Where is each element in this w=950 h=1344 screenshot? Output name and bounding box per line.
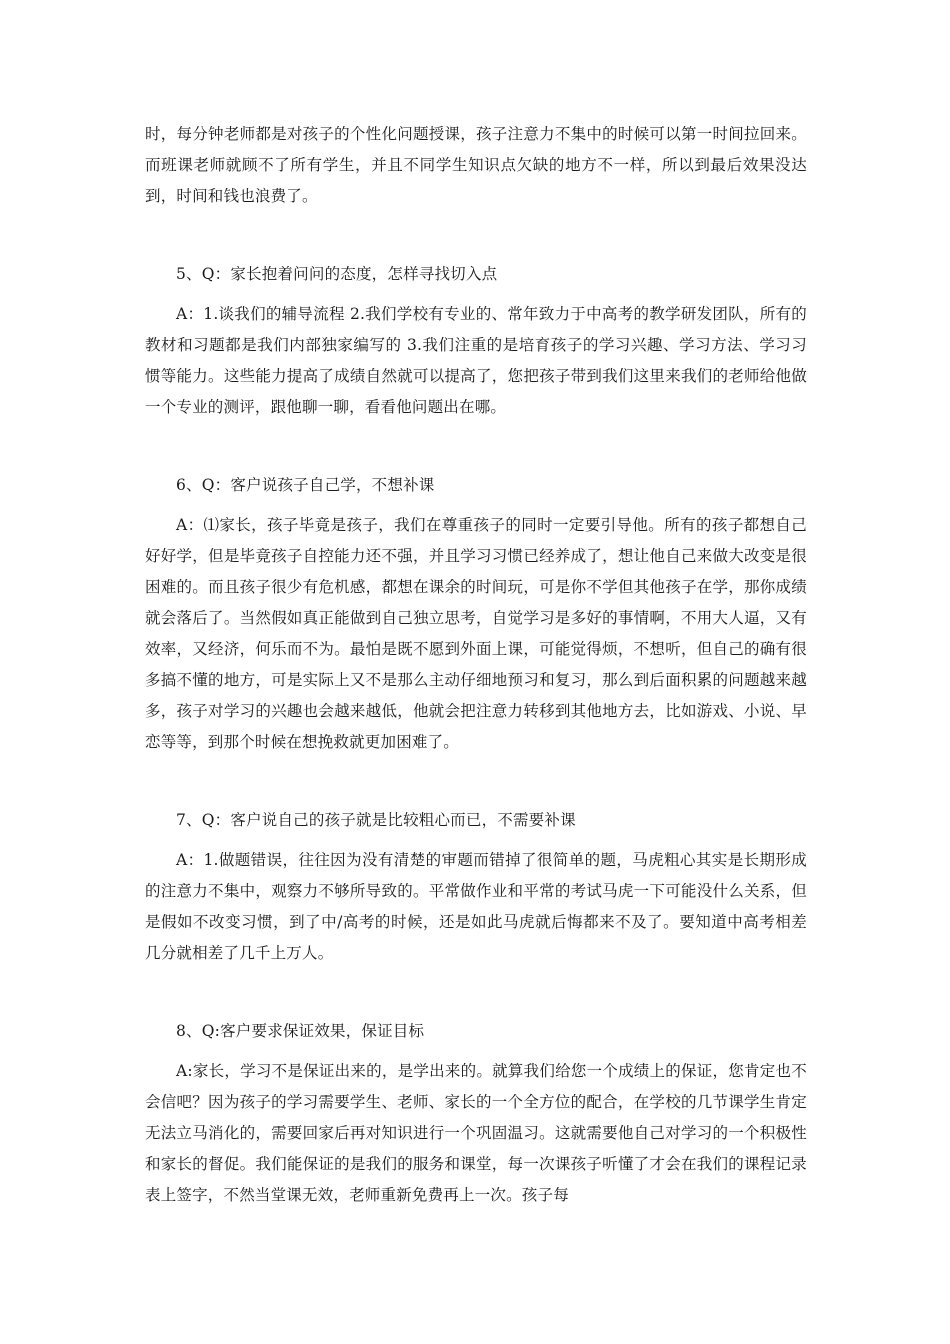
answer-5: A：1.谈我们的辅导流程 2.我们学校有专业的、常年致力于中高考的教学研发团队，所有的教材和习题都是我们内部独家编写的 3.我们注重的是培育孩子的学习兴趣、学习方法、学习习惯等能力。这些能力提高了成绩自然就可以提高了，您把孩子带到我们这里来我们的老师给他做一个专业的测评，跟他聊一聊，看看他问题出在哪。 bbox=[145, 305, 807, 416]
answer-4-continuation: 时，每分钟老师都是对孩子的个性化问题授课，孩子注意力不集中的时候可以第一时间拉回来。而班课老师就顾不了所有学生，并且不同学生知识点欠缺的地方不一样，所以到最后效果没达到，时间和钱也浪费了。 bbox=[145, 125, 807, 205]
answer-8: A:家长，学习不是保证出来的，是学出来的。就算我们给您一个成绩上的保证，您肯定也不会信吧？因为孩子的学习需要学生、老师、家长的一个全方位的配合，在学校的几节课学生肯定无法立马消化的，需要回家后再对知识进行一个巩固温习。这就需要他自己对学习的一个积极性和家长的督促。我们能保证的是我们的服务和课堂，每一次课孩子听懂了才会在我们的课程记录表上签字，不然当堂课无效，老师重新免费再上一次。孩子每 bbox=[145, 1062, 807, 1204]
answer-6: A：⑴家长，孩子毕竟是孩子，我们在尊重孩子的同时一定要引导他。所有的孩子都想自己好好学，但是毕竟孩子自控能力还不强，并且学习习惯已经养成了，想让他自己来做大改变是很困难的。而且孩子很少有危机感，都想在课余的时间玩，可是你不学但其他孩子在学，那你成绩就会落后了。当然假如真正能做到自己独立思考，自觉学习是多好的事情啊，不用大人逼，又有效率，又经济，何乐而不为。最怕是既不愿到外面上课，可能觉得烦，不想听，但自己的确有很多搞不懂的地方，可是实际上又不是那么主动仔细地预习和复习，那么到后面积累的问题越来越多，孩子对学习的兴趣也会越来越低，他就会把注意力转移到其他地方去，比如游戏、小说、早恋等等，到那个时候在想挽救就更加困难了。 bbox=[145, 516, 807, 751]
answer-7: A：1.做题错误，往往因为没有清楚的审题而错掉了很简单的题，马虎粗心其实是长期形成的注意力不集中，观察力不够所导致的。平常做作业和平常的考试马虎一下可能没什么关系，但是假如不改变习惯，到了中/高考的时候，还是如此马虎就后悔都来不及了。要知道中高考相差几分就相差了几千上万人。 bbox=[145, 851, 807, 962]
question-7: 7、Q：客户说自己的孩子就是比较粗心而已，不需要补课 bbox=[176, 811, 576, 829]
question-6: 6、Q：客户说孩子自己学，不想补课 bbox=[176, 476, 435, 494]
document-body bbox=[145, 119, 807, 1211]
question-5: 5、Q：家长抱着问问的态度，怎样寻找切入点 bbox=[176, 265, 498, 283]
question-8: 8、Q:客户要求保证效果，保证目标 bbox=[176, 1022, 425, 1040]
